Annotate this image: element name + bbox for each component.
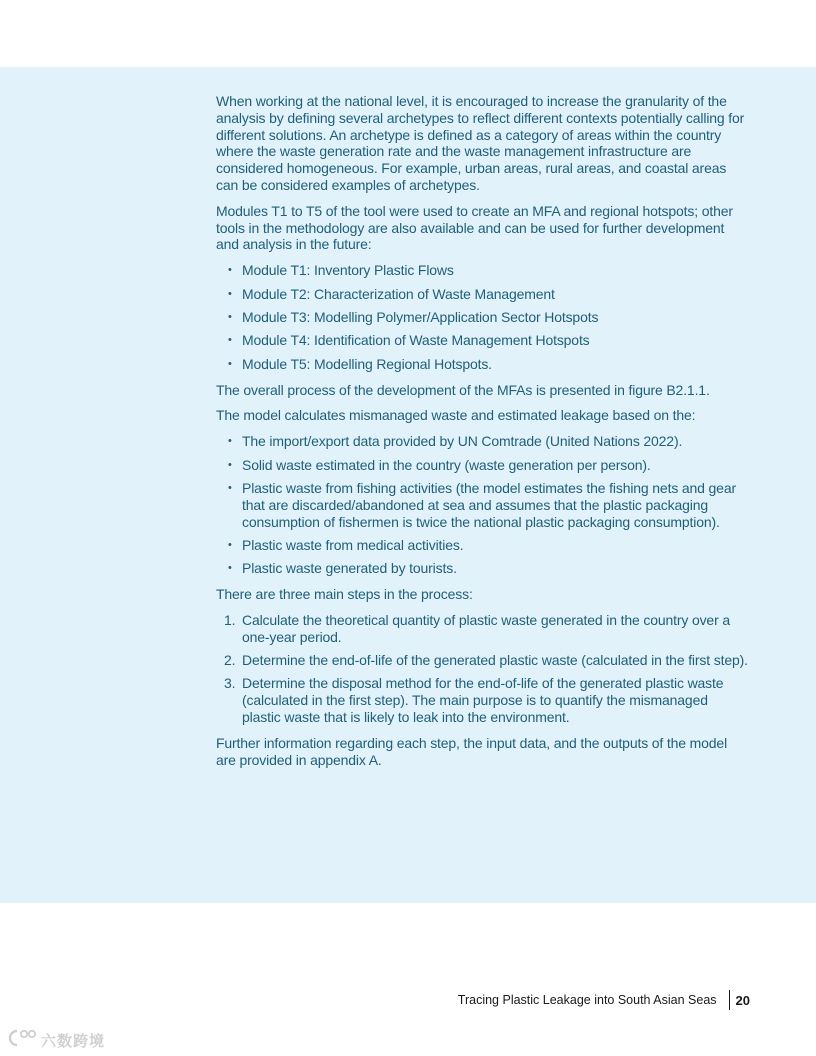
paragraph-figure-reference: The overall process of the development of the MFAs is presented in figure B2.1.1. [216,381,710,398]
list-item [216,652,750,669]
steps-list [216,612,750,726]
list-item: • Plastic waste from fishing activities (the model estimates the fishing nets and gear that are discarded/abandoned at sea and assumes that the plastic packaging consumption of fishermen is twice the national plastic packaging consumption). [216,480,750,530]
watermark-text: 六数跨境 [41,1032,106,1050]
paragraph-steps-intro: There are three main steps in the process: [216,586,473,603]
watermark [8,1028,105,1052]
step-text: Determine the end-of-life of the generated plastic waste (calculated in the first step). [242,652,748,669]
step-number: 2. [224,652,236,669]
paragraph-modules-intro: Modules T1 to T5 of the tool were used to create an MFA and regional hotspots; other tools in the methodology are also available and can be used for further development and analysis in the future: [216,202,733,253]
paragraph-archetypes: When working at the national level, it is encouraged to increase the granularity of the analysis by defining several archetypes to reflect different contexts potentially calling for different solutions. An archetype is defined as a category of areas within the country where the waste generation rate and the waste management infrastructure are considered homogeneous. For example, urban areas, rural areas, and coastal areas can be considered examples of archetypes. [216,93,745,193]
list-item [216,675,750,725]
footer-title: Tracing Plastic Leakage into South Asian Seas [457,993,717,1007]
list-item: • Module T3: Modelling Polymer/Application Sector Hotspots [216,309,750,326]
paragraph-further-info: Further information regarding each step, the input data, and the outputs of the model are provided in appendix A. [216,734,728,768]
list-item [216,612,750,646]
list-item: • Module T2: Characterization of Waste Management [216,286,750,303]
basis-list [216,433,750,577]
list-item: • Module T1: Inventory Plastic Flows [216,262,750,279]
list-item: • The import/export data provided by UN Comtrade (United Nations 2022). [216,433,750,450]
main-content [216,93,750,777]
list-item: • Solid waste estimated in the country (waste generation per person). [216,457,750,474]
step-text: Calculate the theoretical quantity of plastic waste generated in the country over a one-year period. [242,611,730,645]
list-item: • Plastic waste generated by tourists. [216,560,750,577]
footer-divider [729,990,730,1010]
logo-icon [8,1028,41,1052]
list-item: • Module T4: Identification of Waste Management Hotspots [216,332,750,349]
list-item: • Module T5: Modelling Regional Hotspots. [216,356,750,373]
modules-list [216,262,750,372]
step-number: 1. [224,611,236,628]
page-number: 20 [735,992,750,1008]
paragraph-model-basis: The model calculates mismanaged waste and estimated leakage based on the: [216,407,696,424]
step-text: Determine the disposal method for the end-of-life of the generated plastic waste (calculated in the first step). The main purpose is to quantify the mismanaged plastic waste that is likely to leak into the environment. [242,675,724,726]
page-footer [458,990,750,1010]
step-number: 3. [224,675,236,692]
list-item: • Plastic waste from medical activities. [216,537,750,554]
